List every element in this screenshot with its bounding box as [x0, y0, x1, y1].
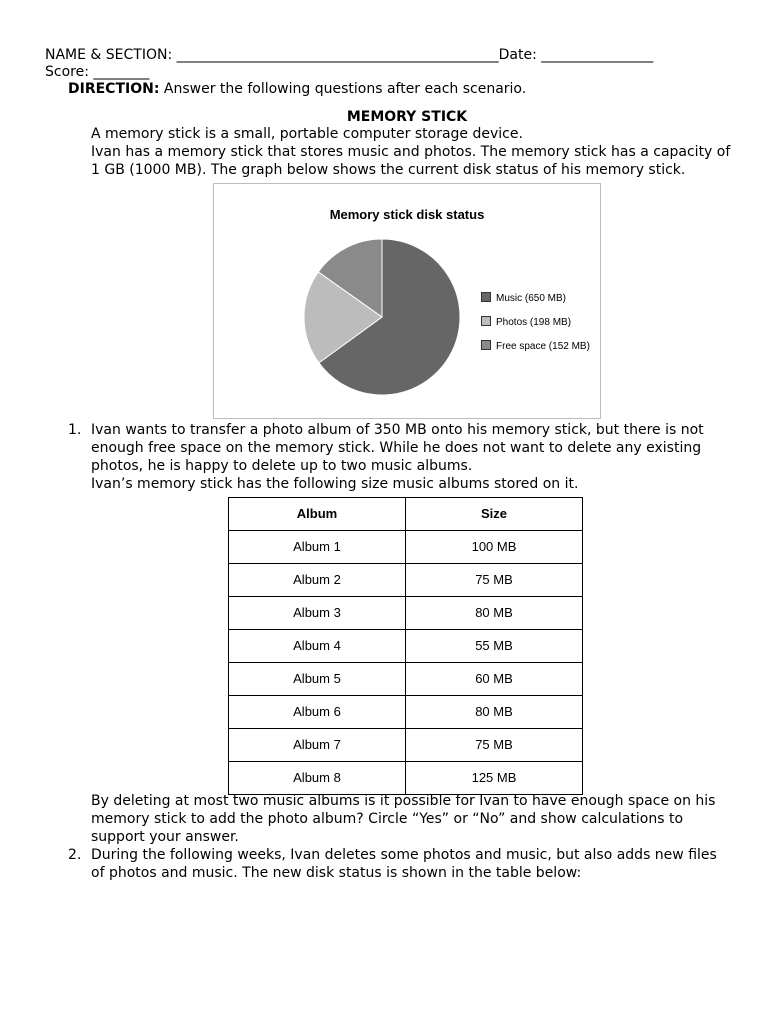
- album-name: Album 7: [229, 729, 406, 762]
- question-2-number: 2.: [68, 847, 82, 863]
- table-row: [229, 729, 583, 762]
- pie-chart: [213, 183, 601, 419]
- score-line: Score: ________: [45, 64, 150, 80]
- legend-swatch-free-space: [481, 340, 491, 350]
- album-name: Album 6: [229, 696, 406, 729]
- table-row: [229, 531, 583, 564]
- legend-item-free-space: [481, 338, 590, 356]
- table-header-row: [229, 498, 583, 531]
- album-size: 60 MB: [406, 663, 583, 696]
- question-1-line-1: Ivan wants to transfer a photo album of 350 MB onto his memory stick, but there is not: [91, 422, 704, 438]
- legend-swatch-photos: [481, 316, 491, 326]
- intro-line-2: Ivan has a memory stick that stores music and photos. The memory stick has a capacity of: [91, 144, 731, 160]
- direction-text: Answer the following questions after each scenario.: [159, 81, 527, 97]
- table-row: [229, 762, 583, 795]
- legend-label-photos: Photos (198 MB): [496, 317, 572, 328]
- album-size: 80 MB: [406, 696, 583, 729]
- album-size: 100 MB: [406, 531, 583, 564]
- album-size: 55 MB: [406, 630, 583, 663]
- legend-label-free-space: Free space (152 MB): [496, 341, 590, 352]
- question-1-line-2: enough free space on the memory stick. While he does not want to delete any existing: [91, 440, 702, 456]
- question-2-line-1: During the following weeks, Ivan deletes some photos and music, but also adds new files: [91, 847, 717, 863]
- header-album: Album: [229, 498, 406, 531]
- album-size: 75 MB: [406, 729, 583, 762]
- legend-item-photos: [481, 314, 571, 332]
- question-1-line-3: photos, he is happy to delete up to two music albums.: [91, 458, 473, 474]
- legend-item-music: [481, 290, 566, 308]
- table-row: [229, 663, 583, 696]
- section-title: MEMORY STICK: [346, 109, 468, 125]
- header-size: Size: [406, 498, 583, 531]
- question-1-line-4: Ivan’s memory stick has the following size music albums stored on it.: [91, 476, 579, 492]
- question-1-follow-up-line-1: By deleting at most two music albums is it possible for Ivan to have enough space on his: [91, 793, 716, 809]
- album-name: Album 1: [229, 531, 406, 564]
- legend-label-music: Music (650 MB): [496, 293, 567, 304]
- intro-line-1: A memory stick is a small, portable computer storage device.: [91, 126, 523, 142]
- table-row: [229, 696, 583, 729]
- name-section-date-line: NAME & SECTION: ______________________________________________Date: ________________: [45, 47, 654, 63]
- music-albums-table: [228, 497, 583, 795]
- album-name: Album 8: [229, 762, 406, 795]
- question-1-number: 1.: [68, 422, 82, 438]
- question-1-follow-up-line-3: support your answer.: [91, 829, 239, 845]
- album-name: Album 4: [229, 630, 406, 663]
- direction-label: DIRECTION:: [68, 81, 160, 97]
- chart-title: Memory stick disk status: [329, 207, 485, 222]
- table-row: [229, 564, 583, 597]
- album-size: 75 MB: [406, 564, 583, 597]
- album-name: Album 3: [229, 597, 406, 630]
- question-1-follow-up-line-2: memory stick to add the photo album? Circle “Yes” or “No” and show calculations to: [91, 811, 684, 827]
- intro-line-3: 1 GB (1000 MB). The graph below shows the current disk status of his memory stick.: [91, 162, 686, 178]
- question-2-line-2: of photos and music. The new disk status is shown in the table below:: [91, 865, 582, 881]
- table-row: [229, 630, 583, 663]
- album-name: Album 5: [229, 663, 406, 696]
- album-name: Album 2: [229, 564, 406, 597]
- direction: [68, 80, 526, 98]
- legend-swatch-music: [481, 292, 491, 302]
- album-size: 125 MB: [406, 762, 583, 795]
- table-row: [229, 597, 583, 630]
- album-size: 80 MB: [406, 597, 583, 630]
